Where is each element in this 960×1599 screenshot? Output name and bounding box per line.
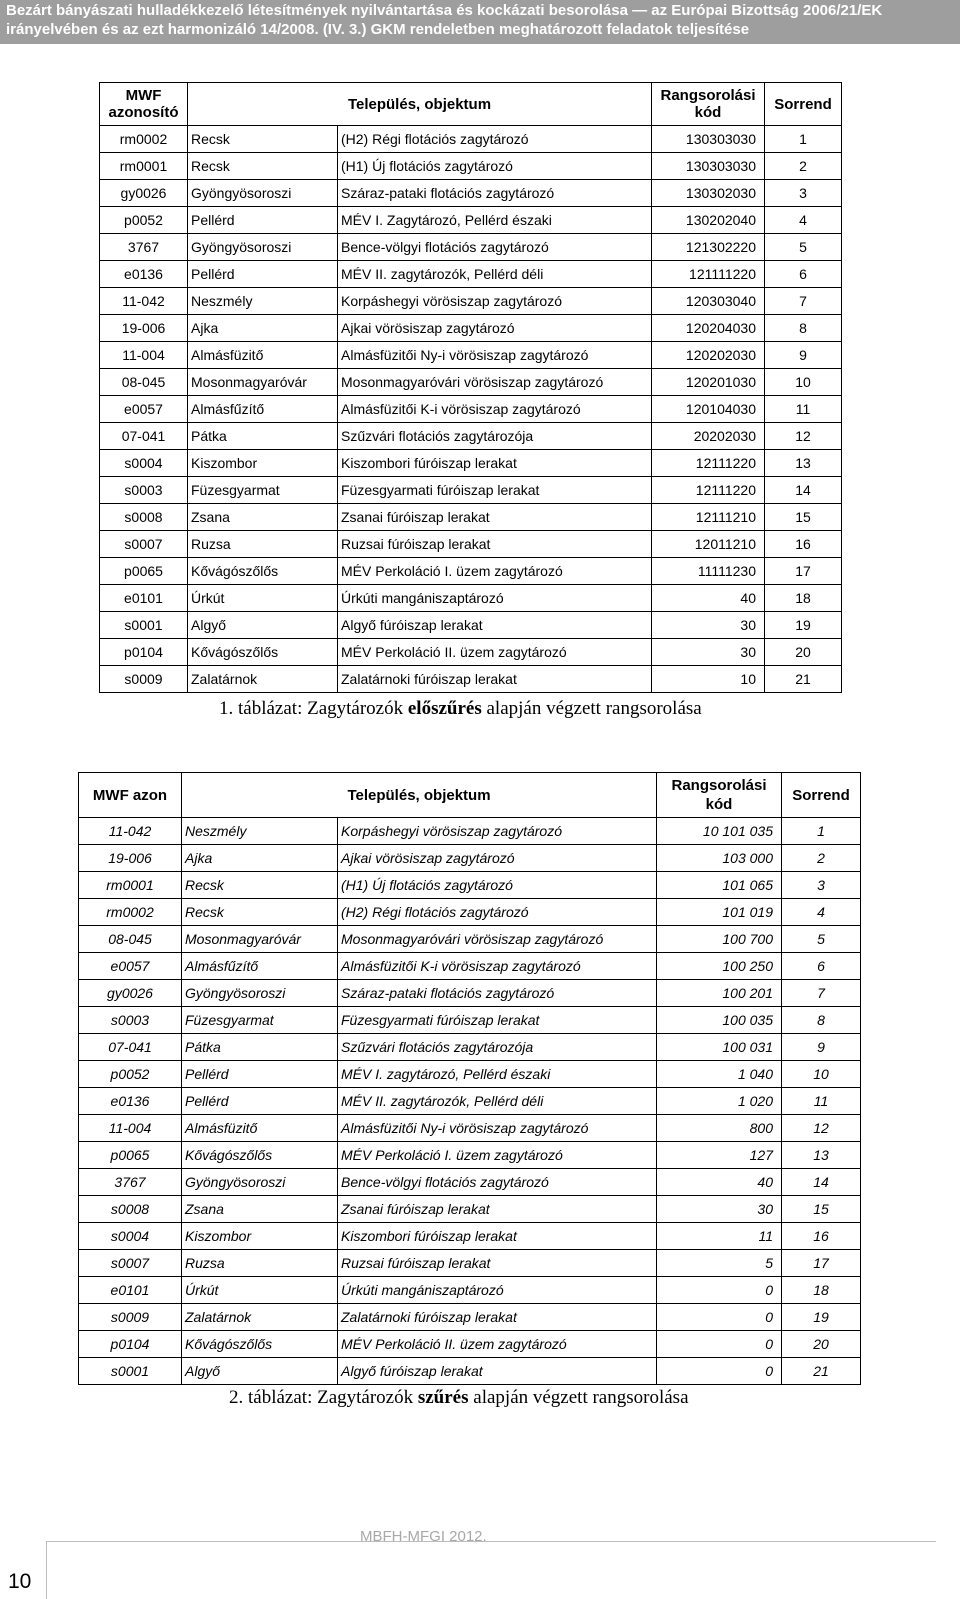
cell-ranking-code: 1 020 (657, 1088, 782, 1115)
cell-ranking-code: 12111220 (652, 450, 765, 477)
cell-order: 2 (782, 845, 861, 872)
cell-mwf-id: gy0026 (100, 180, 188, 207)
cell-order: 9 (765, 342, 842, 369)
cell-mwf-id: s0008 (79, 1196, 182, 1223)
table-row (100, 342, 842, 369)
table-row (79, 1007, 861, 1034)
cell-mwf-id: s0009 (100, 666, 188, 693)
table-row (100, 180, 842, 207)
cell-order: 13 (782, 1142, 861, 1169)
cell-mwf-id: 11-004 (100, 342, 188, 369)
cell-order: 15 (765, 504, 842, 531)
cell-settlement: Füzesgyarmat (182, 1007, 338, 1034)
cell-ranking-code: 100 031 (657, 1034, 782, 1061)
cell-ranking-code: 100 250 (657, 953, 782, 980)
cell-settlement: Kővágószőlős (188, 639, 338, 666)
cell-object: Zalatárnoki fúróiszap lerakat (338, 666, 652, 693)
cell-mwf-id: s0004 (79, 1223, 182, 1250)
cell-settlement: Recsk (188, 126, 338, 153)
cell-settlement: Pellérd (188, 261, 338, 288)
cell-mwf-id: s0007 (100, 531, 188, 558)
cell-mwf-id: s0003 (79, 1007, 182, 1034)
cell-mwf-id: 19-006 (100, 315, 188, 342)
cell-object: Algyő fúróiszap lerakat (338, 1358, 657, 1385)
table-row (100, 126, 842, 153)
cell-settlement: Pátka (182, 1034, 338, 1061)
cell-ranking-code: 100 035 (657, 1007, 782, 1034)
cell-mwf-id: s0001 (79, 1358, 182, 1385)
cell-order: 14 (782, 1169, 861, 1196)
table-row (79, 1223, 861, 1250)
cell-mwf-id: e0101 (100, 585, 188, 612)
cell-object: Korpáshegyi vörösiszap zagytározó (338, 818, 657, 845)
cell-mwf-id: s0003 (100, 477, 188, 504)
cell-ranking-code: 5 (657, 1250, 782, 1277)
cell-ranking-code: 12011210 (652, 531, 765, 558)
cell-ranking-code: 12111220 (652, 477, 765, 504)
cell-order: 10 (782, 1061, 861, 1088)
cell-object: Bence-völgyi flotációs zagytározó (338, 234, 652, 261)
cell-mwf-id: s0008 (100, 504, 188, 531)
table-row (100, 288, 842, 315)
table-row (100, 639, 842, 666)
cell-ranking-code: 10 (652, 666, 765, 693)
cell-order: 21 (765, 666, 842, 693)
cell-settlement: Kiszombor (182, 1223, 338, 1250)
cell-order: 16 (782, 1223, 861, 1250)
cell-mwf-id: e0057 (100, 396, 188, 423)
cell-object: Ajkai vörösiszap zagytározó (338, 315, 652, 342)
cell-mwf-id: 11-004 (79, 1115, 182, 1142)
cell-settlement: Recsk (182, 872, 338, 899)
cell-mwf-id: e0057 (79, 953, 182, 980)
cell-mwf-id: 3767 (100, 234, 188, 261)
cell-settlement: Algyő (182, 1358, 338, 1385)
cell-object: Úrkúti mangániszaptározó (338, 1277, 657, 1304)
cell-ranking-code: 0 (657, 1358, 782, 1385)
cell-ranking-code: 0 (657, 1304, 782, 1331)
cell-ranking-code: 121111220 (652, 261, 765, 288)
cell-settlement: Pellérd (182, 1088, 338, 1115)
cell-ranking-code: 130303030 (652, 126, 765, 153)
cell-order: 15 (782, 1196, 861, 1223)
cell-settlement: Zsana (188, 504, 338, 531)
cell-mwf-id: 07-041 (100, 423, 188, 450)
cell-ranking-code: 120201030 (652, 369, 765, 396)
table-row (79, 1304, 861, 1331)
cell-order: 17 (782, 1250, 861, 1277)
cell-object: Korpáshegyi vörösiszap zagytározó (338, 288, 652, 315)
cell-object: MÉV II. zagytározók, Pellérd déli (338, 261, 652, 288)
cell-ranking-code: 121302220 (652, 234, 765, 261)
cell-mwf-id: 3767 (79, 1169, 182, 1196)
cell-order: 12 (782, 1115, 861, 1142)
cell-settlement: Pellérd (188, 207, 338, 234)
table-row (100, 612, 842, 639)
cell-object: Almásfüzitői Ny-i vörösiszap zagytározó (338, 1115, 657, 1142)
table-row (79, 872, 861, 899)
table-row (79, 818, 861, 845)
cell-object: MÉV Perkoláció II. üzem zagytározó (338, 639, 652, 666)
cell-object: Füzesgyarmati fúróiszap lerakat (338, 477, 652, 504)
cell-object: Zsanai fúróiszap lerakat (338, 1196, 657, 1223)
cell-mwf-id: 07-041 (79, 1034, 182, 1061)
cell-object: Ajkai vörösiszap zagytározó (338, 845, 657, 872)
cell-ranking-code: 130302030 (652, 180, 765, 207)
cell-ranking-code: 127 (657, 1142, 782, 1169)
cell-settlement: Recsk (188, 153, 338, 180)
table-row (100, 504, 842, 531)
cell-order: 3 (782, 872, 861, 899)
cell-order: 21 (782, 1358, 861, 1385)
cell-object: Mosonmagyaróvári vörösiszap zagytározó (338, 369, 652, 396)
table-1-caption: 1. táblázat: Zagytározók előszűrés alapján végzett rangsorolása (219, 698, 702, 719)
cell-object: MÉV I. zagytározó, Pellérd északi (338, 1061, 657, 1088)
header-order: Sorrend (782, 773, 861, 818)
cell-mwf-id: p0104 (100, 639, 188, 666)
cell-settlement: Kővágószőlős (188, 558, 338, 585)
cell-object: Almásfüzitői K-i vörösiszap zagytározó (338, 953, 657, 980)
cell-order: 5 (765, 234, 842, 261)
cell-object: MÉV Perkoláció I. üzem zagytározó (338, 558, 652, 585)
cell-object: Algyő fúróiszap lerakat (338, 612, 652, 639)
cell-ranking-code: 120104030 (652, 396, 765, 423)
cell-object: Ruzsai fúróiszap lerakat (338, 1250, 657, 1277)
cell-object: (H1) Új flotációs zagytározó (338, 153, 652, 180)
cell-ranking-code: 120204030 (652, 315, 765, 342)
table-row (100, 666, 842, 693)
cell-mwf-id: s0009 (79, 1304, 182, 1331)
table-header-row (79, 773, 861, 818)
table-row (100, 369, 842, 396)
cell-settlement: Ruzsa (188, 531, 338, 558)
cell-mwf-id: s0004 (100, 450, 188, 477)
cell-settlement: Úrkút (188, 585, 338, 612)
cell-settlement: Neszmély (182, 818, 338, 845)
table-row (79, 1088, 861, 1115)
cell-order: 18 (765, 585, 842, 612)
cell-order: 7 (765, 288, 842, 315)
document-header (0, 0, 960, 44)
cell-object: Úrkúti mangániszaptározó (338, 585, 652, 612)
cell-ranking-code: 103 000 (657, 845, 782, 872)
cell-settlement: Füzesgyarmat (188, 477, 338, 504)
cell-settlement: Gyöngyösoroszi (182, 980, 338, 1007)
cell-mwf-id: p0052 (100, 207, 188, 234)
table-body (79, 818, 861, 1385)
cell-settlement: Mosonmagyaróvár (182, 926, 338, 953)
cell-object: Mosonmagyaróvári vörösiszap zagytározó (338, 926, 657, 953)
cell-order: 4 (782, 899, 861, 926)
cell-order: 8 (782, 1007, 861, 1034)
table-row (79, 1142, 861, 1169)
cell-order: 13 (765, 450, 842, 477)
table-row (100, 531, 842, 558)
cell-settlement: Almásfűzítő (182, 953, 338, 980)
cell-mwf-id: e0101 (79, 1277, 182, 1304)
cell-object: Kiszombori fúróiszap lerakat (338, 1223, 657, 1250)
cell-settlement: Zsana (182, 1196, 338, 1223)
header-line-1: Bezárt bányászati hulladékkezelő létesítmények nyilvántartása és kockázati besorolása — az Európai Bizottság 2006/21/EK (6, 2, 883, 19)
cell-ranking-code: 0 (657, 1277, 782, 1304)
cell-object: Almásfüzitői Ny-i vörösiszap zagytározó (338, 342, 652, 369)
cell-ranking-code: 10 101 035 (657, 818, 782, 845)
table-row (100, 396, 842, 423)
cell-order: 8 (765, 315, 842, 342)
table-row (79, 1196, 861, 1223)
cell-ranking-code: 11 (657, 1223, 782, 1250)
cell-ranking-code: 130303030 (652, 153, 765, 180)
cell-object: Szűzvári flotációs zagytározója (338, 423, 652, 450)
cell-object: Zsanai fúróiszap lerakat (338, 504, 652, 531)
header-line-2: irányelvében és az ezt harmonizáló 14/2008. (IV. 3.) GKM rendeletben meghatározott feladatok teljesítése (6, 21, 750, 38)
footer-text: MBFH-MFGI 2012. (360, 1528, 487, 1545)
cell-object: Kiszombori fúróiszap lerakat (338, 450, 652, 477)
cell-mwf-id: rm0001 (79, 872, 182, 899)
cell-order: 1 (782, 818, 861, 845)
cell-mwf-id: rm0001 (100, 153, 188, 180)
cell-settlement: Pátka (188, 423, 338, 450)
cell-order: 19 (782, 1304, 861, 1331)
table-row (100, 153, 842, 180)
table-row (79, 980, 861, 1007)
footer-divider-vertical (46, 1541, 47, 1599)
cell-object: Almásfüzitői K-i vörösiszap zagytározó (338, 396, 652, 423)
cell-order: 11 (765, 396, 842, 423)
cell-ranking-code: 30 (652, 639, 765, 666)
cell-mwf-id: e0136 (100, 261, 188, 288)
cell-order: 12 (765, 423, 842, 450)
table-row (79, 1034, 861, 1061)
cell-mwf-id: 19-006 (79, 845, 182, 872)
table-row (100, 315, 842, 342)
cell-order: 11 (782, 1088, 861, 1115)
header-order: Sorrend (765, 83, 842, 126)
cell-mwf-id: rm0002 (79, 899, 182, 926)
cell-order: 6 (782, 953, 861, 980)
table-row (79, 1169, 861, 1196)
cell-ranking-code: 130202040 (652, 207, 765, 234)
cell-object: Száraz-pataki flotációs zagytározó (338, 980, 657, 1007)
page-number: 10 (8, 1570, 32, 1593)
cell-ranking-code: 800 (657, 1115, 782, 1142)
cell-object: Bence-völgyi flotációs zagytározó (338, 1169, 657, 1196)
table-row (100, 423, 842, 450)
cell-object: (H2) Régi flotációs zagytározó (338, 899, 657, 926)
header-settlement-object: Település, objektum (188, 83, 652, 126)
cell-mwf-id: 08-045 (100, 369, 188, 396)
cell-settlement: Kiszombor (188, 450, 338, 477)
cell-settlement: Algyő (188, 612, 338, 639)
cell-settlement: Zalatárnok (182, 1304, 338, 1331)
cell-mwf-id: 08-045 (79, 926, 182, 953)
cell-mwf-id: s0001 (100, 612, 188, 639)
header-settlement-object: Település, objektum (182, 773, 657, 818)
header-mwf-id: MWF azonosító (100, 83, 188, 126)
table-row (79, 953, 861, 980)
cell-object: (H2) Régi flotációs zagytározó (338, 126, 652, 153)
cell-settlement: Zalatárnok (188, 666, 338, 693)
cell-settlement: Almásfűzítő (188, 396, 338, 423)
cell-settlement: Mosonmagyaróvár (188, 369, 338, 396)
table-row (100, 477, 842, 504)
cell-order: 20 (765, 639, 842, 666)
table-row (79, 1331, 861, 1358)
cell-mwf-id: p0052 (79, 1061, 182, 1088)
cell-ranking-code: 101 019 (657, 899, 782, 926)
footer-divider (46, 1541, 936, 1542)
cell-order: 4 (765, 207, 842, 234)
cell-order: 18 (782, 1277, 861, 1304)
cell-mwf-id: s0007 (79, 1250, 182, 1277)
cell-mwf-id: p0104 (79, 1331, 182, 1358)
cell-order: 17 (765, 558, 842, 585)
table-row (100, 207, 842, 234)
cell-object: Szűzvári flotációs zagytározója (338, 1034, 657, 1061)
cell-order: 3 (765, 180, 842, 207)
cell-object: Füzesgyarmati fúróiszap lerakat (338, 1007, 657, 1034)
cell-object: MÉV Perkoláció II. üzem zagytározó (338, 1331, 657, 1358)
table-row (100, 450, 842, 477)
cell-object: Ruzsai fúróiszap lerakat (338, 531, 652, 558)
cell-ranking-code: 100 201 (657, 980, 782, 1007)
cell-settlement: Neszmély (188, 288, 338, 315)
cell-settlement: Úrkút (182, 1277, 338, 1304)
cell-object: MÉV I. Zagytározó, Pellérd északi (338, 207, 652, 234)
cell-order: 20 (782, 1331, 861, 1358)
cell-settlement: Ruzsa (182, 1250, 338, 1277)
table-row (79, 1358, 861, 1385)
cell-settlement: Gyöngyösoroszi (182, 1169, 338, 1196)
cell-ranking-code: 100 700 (657, 926, 782, 953)
cell-order: 7 (782, 980, 861, 1007)
cell-settlement: Recsk (182, 899, 338, 926)
table-row (79, 1250, 861, 1277)
cell-settlement: Almásfüzitő (188, 342, 338, 369)
cell-object: (H1) Új flotációs zagytározó (338, 872, 657, 899)
table-row (79, 926, 861, 953)
cell-mwf-id: 11-042 (100, 288, 188, 315)
cell-settlement: Ajka (188, 315, 338, 342)
cell-ranking-code: 12111210 (652, 504, 765, 531)
cell-order: 1 (765, 126, 842, 153)
cell-ranking-code: 0 (657, 1331, 782, 1358)
cell-mwf-id: gy0026 (79, 980, 182, 1007)
cell-order: 10 (765, 369, 842, 396)
cell-mwf-id: 11-042 (79, 818, 182, 845)
cell-settlement: Pellérd (182, 1061, 338, 1088)
cell-settlement: Gyöngyösoroszi (188, 234, 338, 261)
header-mwf-id: MWF azon (79, 773, 182, 818)
cell-ranking-code: 120303040 (652, 288, 765, 315)
table-row (100, 261, 842, 288)
cell-ranking-code: 30 (652, 612, 765, 639)
table-row (79, 845, 861, 872)
cell-ranking-code: 11111230 (652, 558, 765, 585)
table-row (79, 1115, 861, 1142)
table-row (100, 558, 842, 585)
cell-order: 9 (782, 1034, 861, 1061)
cell-settlement: Kővágószőlős (182, 1331, 338, 1358)
table-2-caption: 2. táblázat: Zagytározók szűrés alapján végzett rangsorolása (229, 1387, 689, 1408)
table-body (100, 126, 842, 693)
table-row (79, 899, 861, 926)
cell-settlement: Kővágószőlős (182, 1142, 338, 1169)
header-ranking-code: Rangsorolási kód (657, 773, 782, 818)
table-header-row (100, 83, 842, 126)
cell-ranking-code: 30 (657, 1196, 782, 1223)
cell-object: Zalatárnoki fúróiszap lerakat (338, 1304, 657, 1331)
cell-mwf-id: rm0002 (100, 126, 188, 153)
cell-order: 2 (765, 153, 842, 180)
cell-settlement: Gyöngyösoroszi (188, 180, 338, 207)
cell-ranking-code: 40 (657, 1169, 782, 1196)
ranking-table-prefilter (99, 82, 842, 693)
cell-object: MÉV II. zagytározók, Pellérd déli (338, 1088, 657, 1115)
cell-order: 19 (765, 612, 842, 639)
cell-order: 6 (765, 261, 842, 288)
cell-order: 5 (782, 926, 861, 953)
cell-mwf-id: e0136 (79, 1088, 182, 1115)
cell-ranking-code: 101 065 (657, 872, 782, 899)
cell-settlement: Almásfüzitő (182, 1115, 338, 1142)
cell-ranking-code: 40 (652, 585, 765, 612)
ranking-table-filter (78, 772, 861, 1385)
table-row (79, 1277, 861, 1304)
cell-order: 14 (765, 477, 842, 504)
cell-object: Száraz-pataki flotációs zagytározó (338, 180, 652, 207)
table-row (100, 585, 842, 612)
table-row (79, 1061, 861, 1088)
table-row (100, 234, 842, 261)
cell-ranking-code: 1 040 (657, 1061, 782, 1088)
cell-object: MÉV Perkoláció I. üzem zagytározó (338, 1142, 657, 1169)
cell-ranking-code: 20202030 (652, 423, 765, 450)
cell-mwf-id: p0065 (100, 558, 188, 585)
cell-ranking-code: 120202030 (652, 342, 765, 369)
cell-order: 16 (765, 531, 842, 558)
header-ranking-code: Rangsorolási kód (652, 83, 765, 126)
cell-settlement: Ajka (182, 845, 338, 872)
cell-mwf-id: p0065 (79, 1142, 182, 1169)
